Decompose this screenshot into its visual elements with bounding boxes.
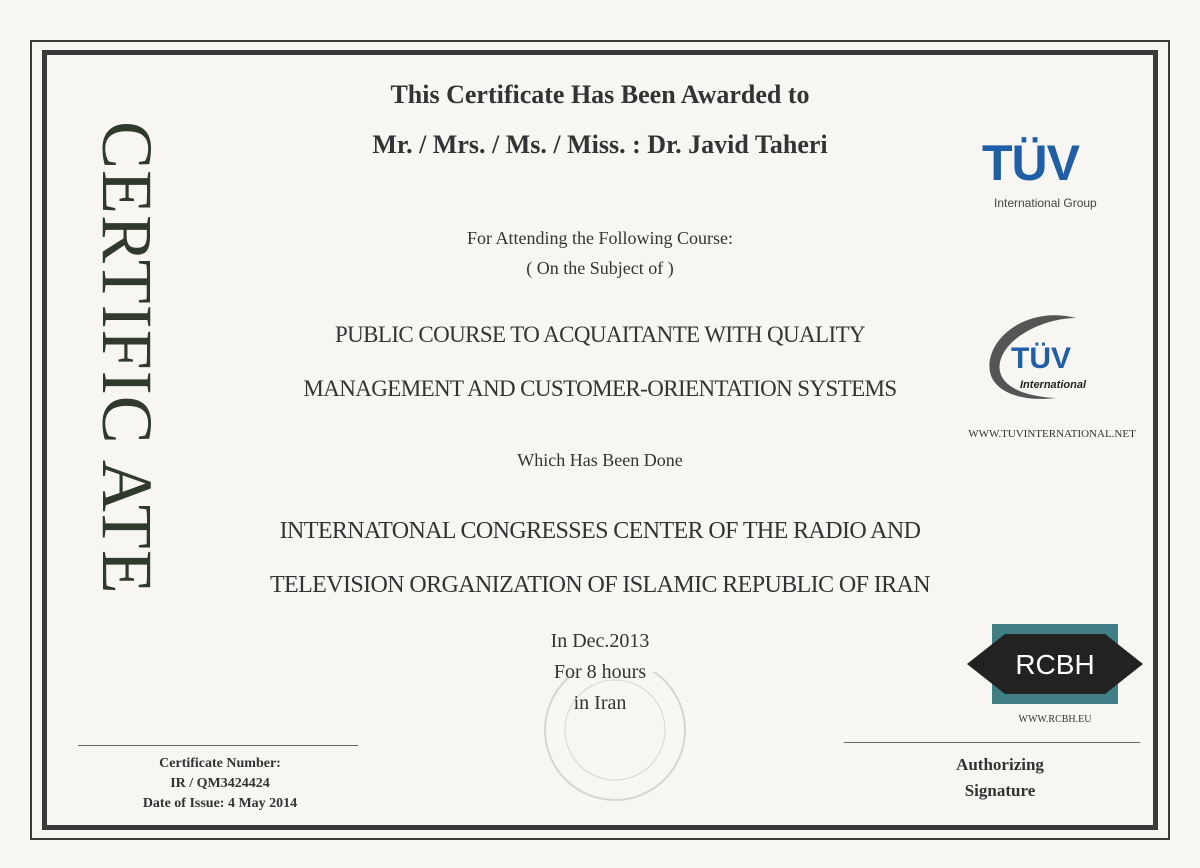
rcbh-word: RCBH <box>1015 649 1095 680</box>
course-hours: For 8 hours <box>553 661 647 683</box>
course-title-line-1: PUBLIC COURSE TO ACQUAITANTE WITH QUALITY <box>334 322 866 347</box>
course-place: in Iran <box>573 692 627 714</box>
stamp-seal <box>535 672 695 802</box>
subject-line: ( On the Subject of ) <box>526 258 674 278</box>
tuv-international-logo <box>976 300 1116 410</box>
rcbh-url: WWW.RCBH.EU <box>1018 714 1092 725</box>
venue-line-2: TELEVISION ORGANIZATION OF ISLAMIC REPUBLIC OF IRAN <box>269 572 931 598</box>
issue-date: Date of Issue: 4 May 2014 <box>142 796 298 811</box>
vertical-certificate-title <box>87 78 167 638</box>
tuv-logo-word: TÜV <box>982 135 1079 191</box>
course-date: In Dec.2013 <box>550 630 650 652</box>
vertical-title-text: CERTIFIC ATE <box>87 121 167 595</box>
tuv-int-word: TÜV <box>1011 342 1071 375</box>
authorizing-label: Authorizing <box>956 755 1044 774</box>
authorizing-signature-block <box>900 752 1100 804</box>
course-title-line-2: MANAGEMENT AND CUSTOMER-ORIENTATION SYSTEMS <box>303 376 897 401</box>
certificate-number-block <box>110 754 330 814</box>
done-line: Which Has Been Done <box>517 450 683 470</box>
tuv-group-logo <box>978 136 1128 216</box>
venue-line-1: INTERNATONAL CONGRESSES CENTER OF THE RADIO AND <box>279 518 921 544</box>
tuv-logo-subtitle: International Group <box>994 196 1097 210</box>
signature-line-right <box>844 742 1140 743</box>
attending-line: For Attending the Following Course: <box>466 228 733 248</box>
rcbh-logo <box>965 620 1145 710</box>
awarded-line: This Certificate Has Been Awarded to <box>390 80 810 109</box>
tuv-url: WWW.TUVINTERNATIONAL.NET <box>968 428 1136 440</box>
certificate-number-value: IR / QM3424424 <box>170 776 270 791</box>
certificate-number-label: Certificate Number: <box>159 756 281 771</box>
signature-label: Signature <box>964 781 1036 800</box>
recipient-name: Mr. / Mrs. / Ms. / Miss. : Dr. Javid Taheri <box>372 130 828 159</box>
signature-line-left <box>78 745 358 746</box>
tuv-int-sub: International <box>1020 379 1087 391</box>
